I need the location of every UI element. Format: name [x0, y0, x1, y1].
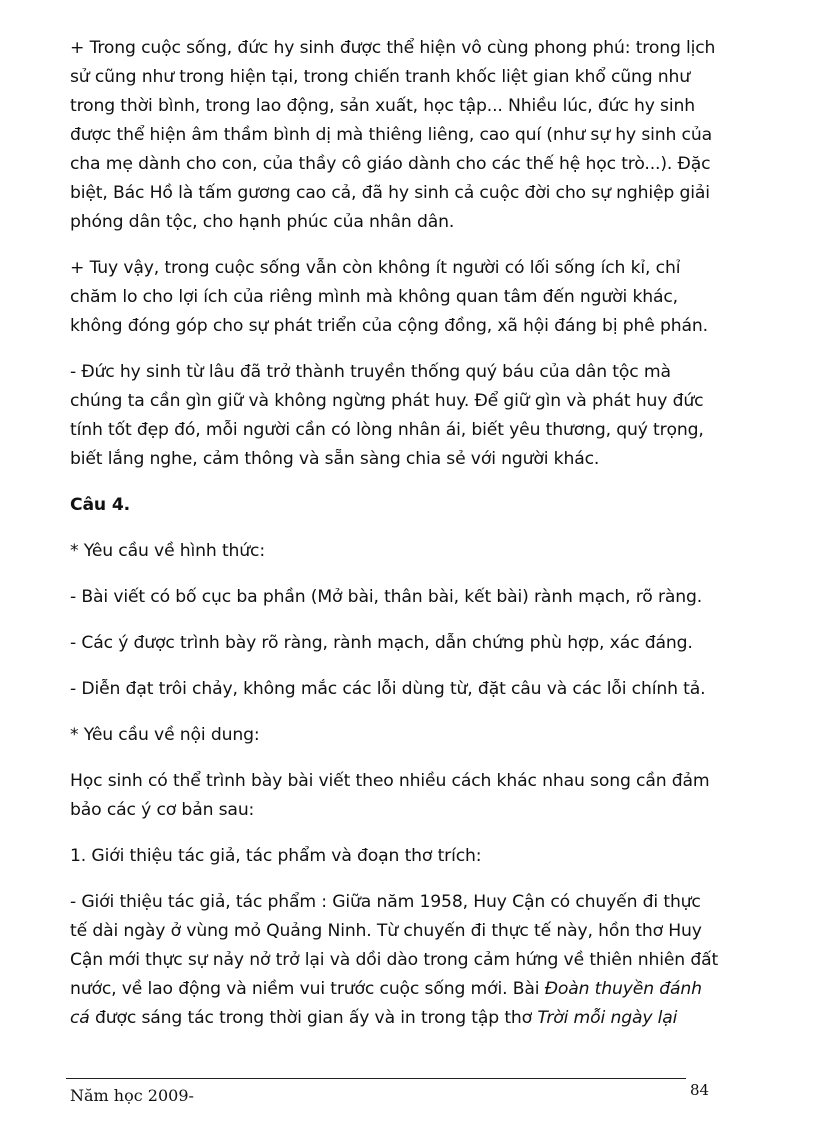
paragraph [70, 721, 720, 750]
paragraph [70, 888, 720, 1033]
italic-title: Trời mỗi ngày lại [537, 1008, 678, 1028]
paragraph [70, 842, 720, 871]
text-segment: - Diễn đạt trôi chảy, không mắc các lỗi dùng từ, đặt câu và các lỗi chính tả. [70, 679, 706, 699]
paragraph [70, 675, 720, 704]
page-number: 84 [690, 1081, 710, 1099]
text-segment: Học sinh có thể trình bày bài viết theo nhiều cách khác nhau song cần đảm bảo các ý cơ bản sau: [70, 771, 710, 820]
text-segment: * Yêu cầu về nội dung: [70, 725, 260, 745]
text-segment: + Tuy vậy, trong cuộc sống vẫn còn không ít người có lối sống ích kỉ, chỉ chăm lo cho lợi ích của riêng mình mà không quan tâm đến người khác, không đóng góp cho sự phát triển của cộng đồng, xã hội đáng bị phê phán. [70, 258, 708, 336]
text-segment: - Bài viết có bố cục ba phần (Mở bài, thân bài, kết bài) rành mạch, rõ ràng. [70, 587, 703, 607]
paragraph [70, 537, 720, 566]
text-segment: được sáng tác trong thời gian ấy và in trong tập thơ [89, 1008, 538, 1028]
paragraph [70, 629, 720, 658]
paragraph [70, 767, 720, 825]
text-segment: - Đức hy sinh từ lâu đã trở thành truyền thống quý báu của dân tộc mà chúng ta cần gìn giữ và không ngừng phát huy. Để giữ gìn và phát huy đức tính tốt đẹp đó, mỗi người cần có lòng nhân ái, biết yêu thương, quý trọng, biết lắng nghe, cảm thông và sẵn sàng chia sẻ với người khác. [70, 362, 704, 469]
document-body [70, 34, 720, 1050]
text-segment: * Yêu cầu về hình thức: [70, 541, 265, 561]
text-segment: Câu 4. [70, 495, 131, 515]
text-segment: + Trong cuộc sống, đức hy sinh được thể hiện vô cùng phong phú: trong lịch sử cũng như trong hiện tại, trong chiến tranh khốc liệt gian khổ cũng như trong thời bình, trong lao động, sản xuất, học tập... Nhiều lúc, đức hy sinh được thể hiện âm thầm bình dị mà thiêng liêng, cao quí (như sự hy sinh của cha mẹ dành cho con, của thầy cô giáo dành cho các thế hệ học trò...). Đặc biệt, Bác Hồ là tấm gương cao cả, đã hy sinh cả cuộc đời cho sự nghiệp giải phóng dân tộc, cho hạnh phúc của nhân dân. [70, 38, 716, 232]
section-heading [70, 491, 720, 520]
paragraph [70, 34, 720, 237]
footer-divider [66, 1078, 686, 1079]
text-segment: 1. Giới thiệu tác giả, tác phẩm và đoạn thơ trích: [70, 846, 482, 866]
paragraph [70, 583, 720, 612]
italic-title: Đoàn thuyền đánh cá [70, 979, 702, 1028]
footer-school-year: Năm học 2009- [70, 1086, 194, 1105]
text-segment: - Giới thiệu tác giả, tác phẩm : Giữa năm 1958, Huy Cận có chuyến đi thực tế dài ngày ở vùng mỏ Quảng Ninh. Từ chuyến đi thực tế này, hồn thơ Huy Cận mới thực sự nảy nở trở lại và dồi dào trong cảm hứng về thiên nhiên đất nước, về lao động và niềm vui trước cuộc sống mới. Bài [70, 892, 719, 999]
paragraph [70, 254, 720, 341]
text-segment: - Các ý được trình bày rõ ràng, rành mạch, dẫn chứng phù hợp, xác đáng. [70, 633, 693, 653]
paragraph [70, 358, 720, 474]
